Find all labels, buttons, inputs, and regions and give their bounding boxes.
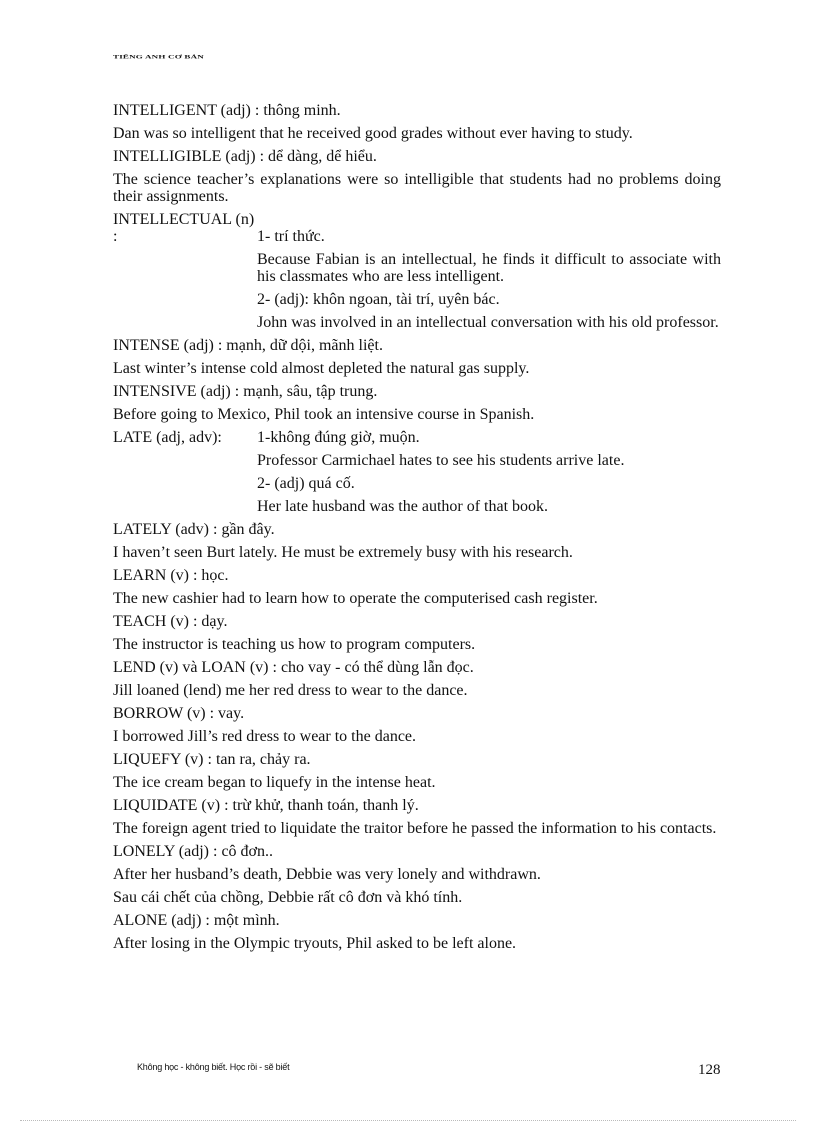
entry-headword: LEARN (v) : học. — [113, 567, 229, 584]
entry-headword: INTELLIGIBLE (adj) : dể dàng, dể hiểu. — [113, 148, 377, 165]
entry-sense: 1-không đúng giờ, muộn. — [257, 429, 420, 446]
entry-example: The new cashier had to learn how to operate the computerised cash register. — [113, 590, 598, 607]
entry-headword: LATELY (adv) : gần đây. — [113, 521, 275, 538]
entry-headword: LEND (v) và LOAN (v) : cho vay - có thể dùng lẫn đọc. — [113, 659, 474, 676]
entry-example: The instructor is teaching us how to program computers. — [113, 636, 476, 653]
entry-example: Jill loaned (lend) me her red dress to wear to the dance. — [113, 682, 468, 699]
entry-example: I haven’t seen Burt lately. He must be extremely busy with his research. — [113, 544, 573, 561]
entry-headword: INTENSE (adj) : mạnh, dữ dội, mãnh liệt. — [113, 337, 383, 354]
page-number: 128 — [698, 1062, 721, 1078]
entry-example: Because Fabian is an intellectual, he finds it difficult to associate with his classmates who are less intelligent. — [257, 251, 721, 285]
entry-example: Professor Carmichael hates to see his students arrive late. — [257, 452, 625, 469]
entry-example: I borrowed Jill’s red dress to wear to the dance. — [113, 728, 417, 745]
entry-headword-line — [113, 211, 721, 245]
entry-headword-line — [113, 429, 721, 446]
entry-example: After losing in the Olympic tryouts, Phil asked to be left alone. — [113, 935, 517, 952]
running-header: TIẾNG ANH CƠ BẢN — [113, 54, 204, 60]
entry-headword: LIQUIDATE (v) : trừ khử, thanh toán, thanh lý. — [113, 797, 419, 814]
entry-example: John was involved in an intellectual conversation with his old professor. — [257, 314, 719, 331]
entry-headword: INTELLIGENT (adj) : thông minh. — [113, 102, 341, 119]
entry-sense: 2- (adj): khôn ngoan, tài trí, uyên bác. — [257, 291, 500, 308]
entry-headword: INTELLECTUAL (n) : — [113, 211, 255, 245]
entry-headword: TEACH (v) : dạy. — [113, 613, 228, 630]
entry-headword: LATE (adj, adv): — [113, 429, 222, 446]
entry-example: Before going to Mexico, Phil took an intensive course in Spanish. — [113, 406, 535, 423]
entry-example: The foreign agent tried to liquidate the traitor before he passed the information to his contacts. — [113, 820, 717, 837]
entry-headword: LONELY (adj) : cô đơn.. — [113, 843, 273, 860]
entry-sense: 1- trí thức. — [257, 228, 325, 245]
entry-example: Last winter’s intense cold almost depleted the natural gas supply. — [113, 360, 530, 377]
entry-headword: INTENSIVE (adj) : mạnh, sâu, tập trung. — [113, 383, 378, 400]
entry-example: The science teacher’s explanations were so intelligible that students had no problems doing their assignments. — [113, 171, 721, 205]
entry-translation: Sau cái chết của chồng, Debbie rất cô đơn và khó tính. — [113, 889, 463, 906]
page-body — [113, 102, 721, 958]
page-bottom-divider — [20, 1120, 796, 1121]
footer-motto: Không học - không biết. Học rồi - sẽ biết — [137, 1062, 290, 1072]
entry-example: The ice cream began to liquefy in the intense heat. — [113, 774, 436, 791]
entry-headword: LIQUEFY (v) : tan ra, chảy ra. — [113, 751, 311, 768]
entry-example: Dan was so intelligent that he received good grades without ever having to study. — [113, 125, 633, 142]
entry-example: After her husband’s death, Debbie was very lonely and withdrawn. — [113, 866, 541, 883]
entry-sense: 2- (adj) quá cố. — [257, 475, 355, 492]
entry-headword: ALONE (adj) : một mình. — [113, 912, 280, 929]
entry-headword: BORROW (v) : vay. — [113, 705, 245, 722]
entry-example: Her late husband was the author of that book. — [257, 498, 549, 515]
